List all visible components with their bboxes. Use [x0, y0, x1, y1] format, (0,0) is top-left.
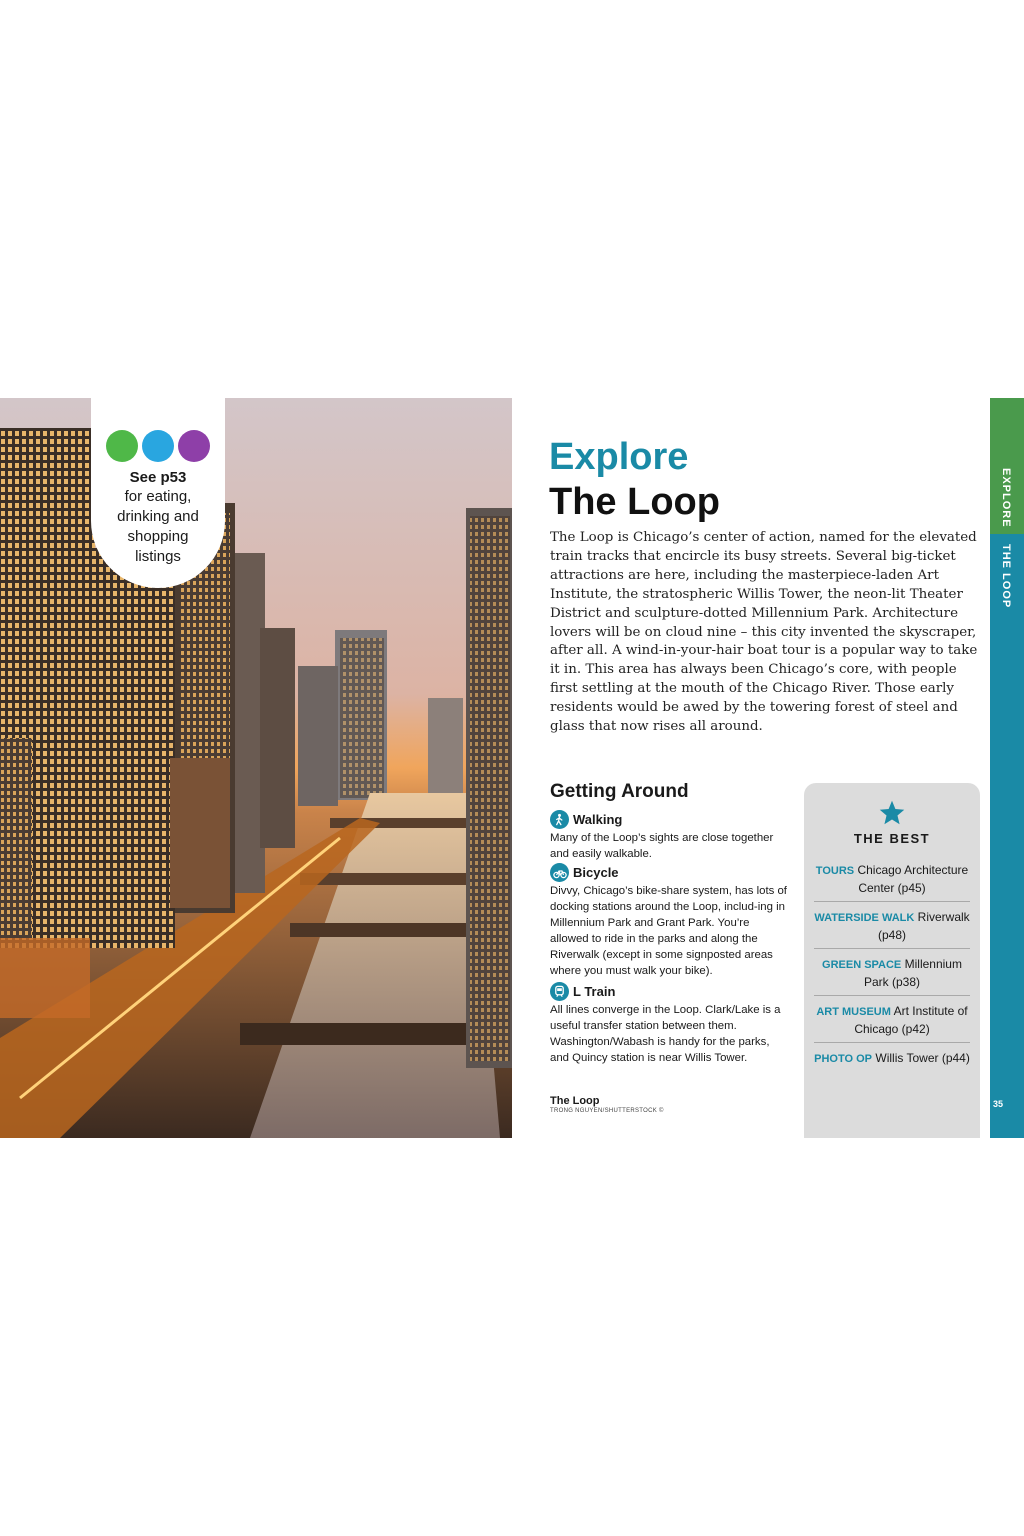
see-page-reference: See p53 [129, 469, 187, 486]
see-listings-bubble [91, 398, 225, 588]
best-item-green-space [814, 956, 970, 996]
best-category: TOURS [815, 865, 855, 877]
walking-icon [550, 810, 569, 829]
best-text: Art Institute of Chicago (p42) [854, 1004, 968, 1036]
drinking-icon [142, 430, 174, 462]
best-text: Willis Tower (p44) [875, 1051, 970, 1065]
best-category: PHOTO OP [814, 1053, 873, 1065]
intro-paragraph: The Loop is Chicago’s center of action, named for the elevated train tracks that encircle its busy streets. Several big-ticket attractions are here, including the masterpiece-laden Art Institute, the stratospheric Willis Tower, the neon-lit Theater District and sculpture-dotted Millennium Park. Architecture lovers will be on cloud nine – this city invented the skyscraper, after all. A wind-in-your-hair boat tour is a popular way to take it in. This area has always been Chicago’s core, with people first settling at the mouth of the Chicago River. Those early residents would be awed by the towering forest of steel and glass that now rises all around. [550, 530, 978, 735]
tab-the-loop[interactable] [990, 534, 1024, 1138]
getting-around-heading: Getting Around [550, 781, 689, 802]
train-icon [550, 982, 569, 1001]
shopping-icon [178, 430, 210, 462]
see-line-4: listings [135, 548, 181, 565]
chicago-river-photo [0, 398, 512, 1138]
star-icon [878, 799, 906, 827]
book-spread [0, 398, 1024, 1138]
walking-section [550, 810, 790, 862]
best-category: ART MUSEUM [816, 1006, 891, 1018]
walking-title: Walking [573, 811, 623, 827]
l-train-title: L Train [573, 983, 616, 999]
bicycle-text: Divvy, Chicago’s bike-share system, has lots of docking stations around the Loop, includ-ing in Millennium Park and Grant Park. You’re allowed to ride in the parks and along the Riverwalk (except in some signposted areas where you must walk your bike). [550, 885, 787, 977]
cityscape-illustration [0, 398, 512, 1138]
best-item-photo-op [814, 1050, 970, 1073]
l-train-text: All lines converge in the Loop. Clark/Lake is a useful transfer station between them. Washington/Wabash is handy for the parks, and Quincy station is near Willis Tower. [550, 1004, 781, 1064]
see-line-2: drinking and [117, 508, 199, 525]
walking-text: Many of the Loop’s sights are close together and easily walkable. [550, 832, 774, 860]
tab-explore[interactable] [990, 398, 1024, 534]
bicycle-icon [550, 863, 569, 882]
bicycle-title: Bicycle [573, 864, 619, 880]
best-text: Chicago Architecture Center (p45) [857, 863, 969, 895]
best-item-tours [814, 862, 970, 902]
see-line-3: shopping [127, 528, 189, 545]
page-number: 35 [993, 1099, 1004, 1109]
the-best-list [814, 862, 970, 1080]
best-category: WATERSIDE WALK [814, 912, 915, 924]
tab-the-loop-label: THE LOOP [1000, 544, 1012, 609]
tab-explore-label: EXPLORE [1000, 468, 1012, 528]
best-item-art-museum [814, 1003, 970, 1043]
best-category: GREEN SPACE [822, 959, 902, 971]
bicycle-section [550, 863, 790, 979]
best-item-waterside-walk [814, 909, 970, 949]
best-text: Millennium Park (p38) [863, 957, 962, 989]
the-best-box [804, 783, 980, 1138]
eating-icon [106, 430, 138, 462]
photo-credit: TRONG NGUYEN/SHUTTERSTOCK © [550, 1108, 664, 1114]
page-title: The Loop [549, 481, 720, 523]
l-train-section [550, 982, 790, 1066]
the-best-heading: THE BEST [853, 831, 931, 846]
photo-caption [550, 1095, 664, 1114]
caption-title: The Loop [550, 1095, 600, 1107]
explore-kicker: Explore [549, 436, 689, 478]
best-text: Riverwalk (p48) [877, 910, 970, 942]
see-line-1: for eating, [124, 488, 192, 505]
